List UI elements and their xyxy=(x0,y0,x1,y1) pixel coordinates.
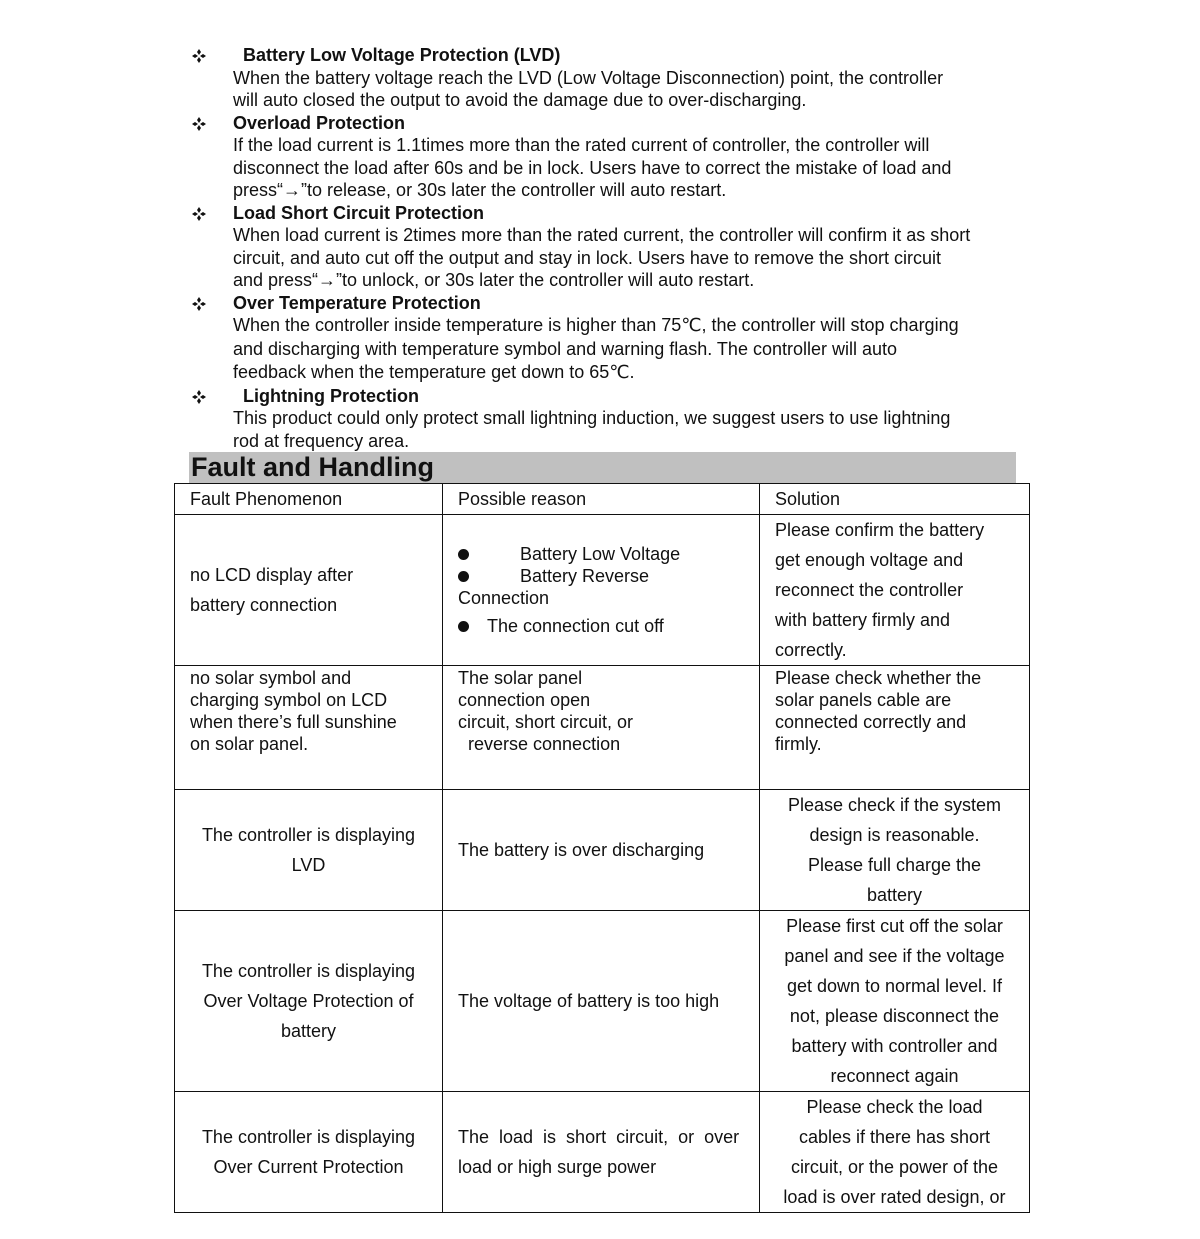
cell-line: Please full charge the xyxy=(807,855,982,875)
bullet-dot-icon xyxy=(458,621,469,632)
cell-line: no solar symbol and xyxy=(190,668,352,688)
reason-cell xyxy=(443,911,760,1092)
protection-text-line: press“→”to release, or 30s later the controller will auto restart. xyxy=(233,180,727,200)
diamond-bullet-icon xyxy=(191,116,207,132)
protection-text-line: disconnect the load after 60s and be in lock. Users have to correct the mistake of load and xyxy=(233,157,952,178)
protection-item xyxy=(0,292,1200,385)
protection-text-line: rod at frequency area. xyxy=(233,430,410,451)
cell-line: Please check whether the xyxy=(775,668,982,688)
fault-cell xyxy=(175,911,443,1092)
protection-title: Battery Low Voltage Protection (LVD) xyxy=(243,45,561,65)
table-row xyxy=(175,911,1030,1092)
fault-cell xyxy=(175,666,443,790)
cell-line: not, please disconnect the xyxy=(789,1006,1000,1026)
table-row xyxy=(175,790,1030,911)
cell-line: The controller is displaying xyxy=(201,1127,416,1147)
table-row xyxy=(175,1092,1030,1213)
protection-title: Over Temperature Protection xyxy=(233,292,481,313)
cell-line: The solar panel xyxy=(458,668,583,688)
cell-line: get enough voltage and xyxy=(775,550,964,570)
solution-cell xyxy=(760,515,1030,666)
solution-cell xyxy=(760,790,1030,911)
table-header-row xyxy=(175,484,1030,515)
column-header: Possible reason xyxy=(443,484,760,515)
protection-text-line: and discharging with temperature symbol and warning flash. The controller will auto xyxy=(233,338,898,359)
cell-line: load is over rated design, or xyxy=(783,1187,1006,1207)
cell-line: The connection cut off xyxy=(487,616,664,636)
protection-title: Load Short Circuit Protection xyxy=(233,202,485,223)
cell-line: solar panels cable are xyxy=(775,690,952,710)
cell-line: Battery Reverse xyxy=(520,566,650,586)
cell-line: battery connection xyxy=(190,595,338,615)
cell-line: The load is short circuit, or over xyxy=(458,1127,740,1147)
cell-line: Over Voltage Protection of xyxy=(203,991,414,1011)
diamond-bullet-icon xyxy=(191,296,207,312)
table-row xyxy=(175,515,1030,666)
column-header: Solution xyxy=(760,484,1030,515)
reason-cell xyxy=(443,515,760,666)
fault-cell xyxy=(175,1092,443,1213)
cell-line: design is reasonable. xyxy=(809,825,980,845)
reason-cell xyxy=(443,790,760,911)
cell-line: circuit, short circuit, or xyxy=(458,712,634,732)
cell-line: The voltage of battery is too high xyxy=(458,991,720,1011)
protection-text-line: circuit, and auto cut off the output and stay in lock. Users have to remove the short circuit xyxy=(233,247,942,268)
cell-line: Connection xyxy=(458,588,550,608)
cell-line: panel and see if the voltage xyxy=(784,946,1005,966)
cell-line: cables if there has short xyxy=(798,1127,991,1147)
bullet-item xyxy=(458,615,744,637)
reason-cell xyxy=(443,666,760,790)
cell-line: connection open xyxy=(458,690,591,710)
cell-line: Please first cut off the solar xyxy=(786,916,1003,936)
diamond-bullet-icon xyxy=(191,206,207,222)
protection-text-line: feedback when the temperature get down to 65℃. xyxy=(233,362,635,382)
bullet-item xyxy=(458,565,744,587)
cell-line: LVD xyxy=(291,855,326,875)
protection-title: Lightning Protection xyxy=(243,385,419,406)
protection-text-line: will auto closed the output to avoid the damage due to over-discharging. xyxy=(233,90,807,110)
cell-line: battery xyxy=(280,1021,337,1041)
bullet-continuation xyxy=(458,587,744,609)
fault-cell xyxy=(175,515,443,666)
protection-list xyxy=(0,44,1200,452)
bullet-dot-icon xyxy=(458,571,469,582)
cell-line: charging symbol on LCD xyxy=(190,690,388,710)
cell-line: The controller is displaying xyxy=(201,961,416,981)
fault-table xyxy=(174,483,1030,1213)
protection-text-line: This product could only protect small lightning induction, we suggest users to use lightning xyxy=(233,408,951,428)
solution-cell xyxy=(760,1092,1030,1213)
cell-line: get down to normal level. If xyxy=(786,976,1003,996)
protection-text-line: If the load current is 1.1times more than the rated current of controller, the controller will xyxy=(233,135,930,155)
protection-text-line: and press“→”to unlock, or 30s later the controller will auto restart. xyxy=(233,270,755,290)
column-header: Fault Phenomenon xyxy=(175,484,443,515)
cell-line: Battery Low Voltage xyxy=(520,544,681,564)
cell-line: battery xyxy=(866,885,923,905)
cell-line: battery with controller and xyxy=(791,1036,998,1056)
protection-title: Overload Protection xyxy=(233,112,406,133)
cell-line: The controller is displaying xyxy=(201,825,416,845)
fault-cell xyxy=(175,790,443,911)
section-heading: Fault and Handling xyxy=(191,452,434,482)
cell-line: connected correctly and xyxy=(775,712,967,732)
table-row xyxy=(175,666,1030,790)
protection-item xyxy=(0,202,1200,292)
protection-item xyxy=(0,112,1200,202)
cell-line: The battery is over discharging xyxy=(458,840,705,860)
diamond-bullet-icon xyxy=(191,48,207,64)
cell-line: Over Current Protection xyxy=(213,1157,404,1177)
cell-line: Please confirm the battery xyxy=(775,520,985,540)
cell-line: Please check the load xyxy=(806,1097,983,1117)
protection-item xyxy=(0,44,1200,112)
protection-text-line: When load current is 2times more than the rated current, the controller will confirm it as short xyxy=(233,225,971,245)
cell-line: Please check if the system xyxy=(787,795,1002,815)
cell-line: firmly. xyxy=(775,734,822,754)
protection-item xyxy=(0,385,1200,453)
cell-line: load or high surge power xyxy=(458,1157,657,1177)
protection-text-line: When the controller inside temperature is higher than 75℃, the controller will stop charging xyxy=(233,315,959,335)
diamond-bullet-icon xyxy=(191,389,207,405)
solution-cell xyxy=(760,911,1030,1092)
reason-cell xyxy=(443,1092,760,1213)
cell-line: when there’s full sunshine xyxy=(190,712,397,732)
cell-line: with battery firmly and xyxy=(775,610,951,630)
cell-line: reverse connection xyxy=(458,734,621,754)
solution-cell xyxy=(760,666,1030,790)
bullet-dot-icon xyxy=(458,549,469,560)
cell-line: reconnect again xyxy=(830,1066,959,1086)
cell-line: circuit, or the power of the xyxy=(790,1157,999,1177)
cell-line: no LCD display after xyxy=(190,565,354,585)
bullet-item xyxy=(458,543,744,565)
cell-line: correctly. xyxy=(775,640,847,660)
cell-line: reconnect the controller xyxy=(775,580,964,600)
protection-text-line: When the battery voltage reach the LVD (Low Voltage Disconnection) point, the controller xyxy=(233,67,944,88)
cell-line: on solar panel. xyxy=(190,734,309,754)
